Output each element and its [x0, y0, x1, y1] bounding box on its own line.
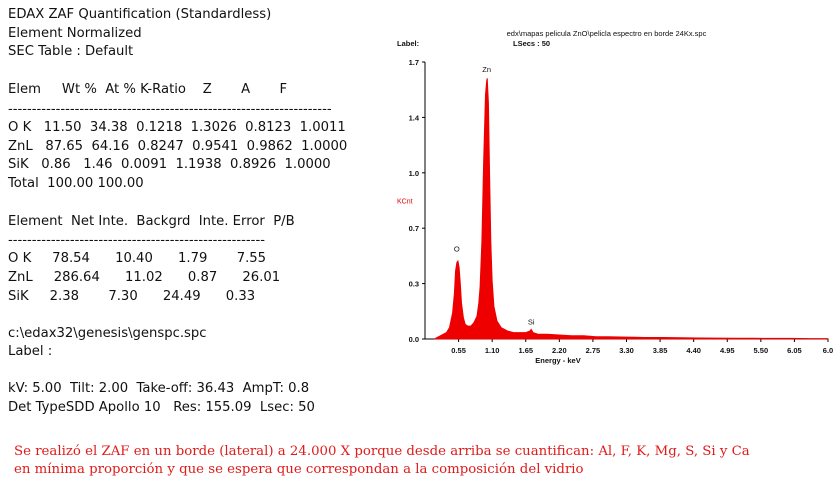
x-tick-label-0: 0.55 — [451, 346, 466, 355]
x-tick-label-9: 5.50 — [753, 346, 769, 355]
report-line-1: Element Normalized — [8, 26, 142, 41]
x-tick-label-1: 1.10 — [484, 346, 500, 355]
x-tick-label-7: 4.40 — [686, 346, 701, 355]
report-line-8: SiK 0.86 1.46 0.0091 1.1938 0.8926 1.0000 — [8, 157, 331, 172]
x-tick-label-6: 3.85 — [652, 346, 668, 355]
report-line-0: EDAX ZAF Quantification (Standardless) — [8, 7, 272, 22]
report-line-18: Label : — [8, 344, 53, 359]
report-line-14: ZnL 286.64 11.02 0.87 26.01 — [8, 270, 281, 285]
report-line-11: Element Net Inte. Backgrd Inte. Error P/B — [8, 214, 295, 229]
report-line-6: O K 11.50 34.38 0.1218 1.3026 0.8123 1.0011 — [8, 120, 346, 135]
spectrum-series — [434, 78, 828, 339]
peak-label-o: O — [453, 244, 460, 254]
y-axis-label: KCnt — [397, 198, 413, 206]
peak-label-zn: Zn — [482, 65, 492, 75]
note-line-2: en mínima proporción y que se espera que correspondan a la composición del vidrio — [14, 462, 584, 477]
report-line-5: -------------------------------------------------------------------- — [8, 102, 332, 117]
x-tick-label-10: 6.05 — [787, 346, 802, 355]
report-line-13: O K 78.54 10.40 1.79 7.55 — [8, 251, 267, 266]
x-tick-label-2: 1.65 — [518, 346, 534, 355]
report-line-12: ------------------------------------------------------ — [8, 233, 265, 248]
chart-lsecs-text: LSecs : 50 — [513, 39, 551, 48]
y-tick-label-2: 0.7 — [408, 224, 419, 234]
x-tick-label-11: 6.0 — [822, 346, 834, 355]
x-tick-label-4: 2.75 — [585, 346, 601, 355]
report-line-9: Total 100.00 100.00 — [8, 176, 144, 191]
report-line-15: SiK 2.38 7.30 24.49 0.33 — [8, 289, 256, 304]
report-line-4: Elem Wt % At % K-Ratio Z A F — [8, 82, 288, 97]
y-tick-label-0: 0.0 — [408, 335, 419, 344]
report-line-2: SEC Table : Default — [8, 44, 134, 59]
chart-label-text: Label: — [397, 39, 420, 48]
edx-spectrum-chart — [395, 28, 835, 398]
x-axis-label: Energy - keV — [535, 356, 581, 365]
y-tick-label-3: 1.0 — [408, 168, 419, 178]
y-tick-label-1: 0.3 — [408, 279, 419, 289]
report-line-7: ZnL 87.65 64.16 0.8247 0.9541 0.9862 1.0000 — [8, 139, 348, 154]
note-line-1: Se realizó el ZAF en un borde (lateral) a 24.000 X porque desde arriba se cuantifican: Al, F, K, Mg, S, Si y Ca — [14, 444, 750, 459]
report-line-17: c:\edax32\genesis\genspc.spc — [8, 326, 207, 341]
chart-title: edx\mapas pelicula ZnO\pelicla espectro en borde 24Kx.spc — [506, 29, 707, 38]
x-tick-label-3: 2.20 — [552, 346, 567, 355]
y-tick-label-5: 1.7 — [408, 58, 419, 67]
x-tick-label-8: 4.95 — [719, 346, 735, 355]
x-tick-label-5: 3.30 — [619, 346, 634, 355]
peak-label-si: Si — [527, 317, 535, 327]
report-line-21: Det TypeSDD Apollo 10 Res: 155.09 Lsec: 50 — [8, 400, 315, 415]
y-tick-label-4: 1.4 — [408, 113, 419, 123]
report-line-20: kV: 5.00 Tilt: 2.00 Take-off: 36.43 AmpT: 0.8 — [8, 381, 310, 396]
